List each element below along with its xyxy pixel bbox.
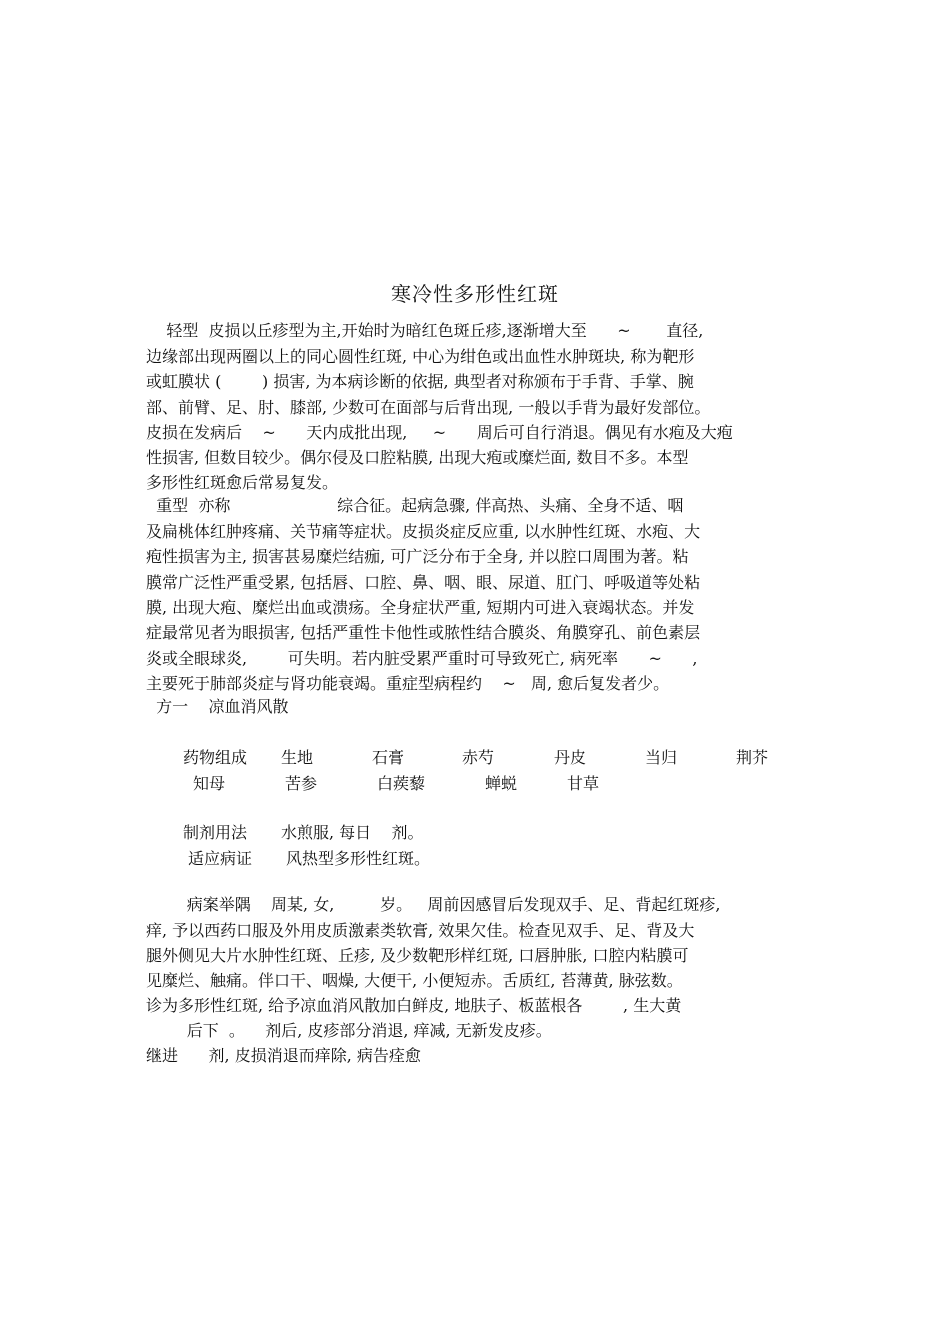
ingredient-item: 白蒺藜	[377, 774, 426, 793]
ingredient-item: 甘草	[567, 774, 600, 793]
ingredient-item: 蝉蜕	[485, 774, 518, 793]
text-line: 多形性红斑愈后常易复发。	[146, 473, 339, 492]
text-line: 痒, 予以西药口服及外用皮质激素类软膏, 效果欠佳。检查见双手、足、背及大	[146, 921, 695, 940]
ingredient-item: 丹皮	[554, 748, 587, 767]
text-line: 重型 亦称 综合征。起病急骤, 伴高热、头痛、全身不适、咽	[146, 496, 684, 515]
ingredients-label: 药物组成	[183, 748, 248, 767]
text-line: 边缘部出现两圈以上的同心圆性红斑, 中心为绀色或出血性水肿斑块, 称为靶形	[146, 347, 695, 366]
text-line: 炎或全眼球炎, 可失明。若内脏受累严重时可导致死亡, 病死率 ~ ,	[146, 649, 698, 668]
ingredient-item: 苦参	[285, 774, 318, 793]
text-line: 诊为多形性红斑, 给予凉血消风散加白鲜皮, 地肤子、板蓝根各 , 生大黄	[146, 996, 682, 1015]
text-line: 症最常见者为眼损害, 包括严重性卡他性或脓性结合膜炎、角膜穿孔、前色素层	[146, 623, 701, 642]
text-line: 后下 。 剂后, 皮疹部分消退, 痒减, 无新发皮疹。	[146, 1021, 552, 1040]
ingredient-item: 赤芍	[462, 748, 495, 767]
ingredient-item: 荆芥	[736, 748, 769, 767]
formula-heading: 方一 凉血消风散	[146, 697, 289, 716]
ingredient-item: 石膏	[372, 748, 405, 767]
text-line: 部、前臂、足、肘、膝部, 少数可在面部与后背出现, 一般以手背为最好发部位。	[146, 398, 711, 417]
text-line: 膜, 出现大疱、糜烂出血或溃疡。全身症状严重, 短期内可进入衰竭状态。并发	[146, 598, 695, 617]
text-line: 疱性损害为主, 损害甚易糜烂结痂, 可广泛分布于全身, 并以腔口周围为著。粘	[146, 547, 689, 566]
usage-text: 水煎服, 每日 剂。	[281, 823, 424, 842]
text-line: 继进 剂, 皮损消退而痒除, 病告痊愈	[146, 1046, 421, 1065]
text-line: 腿外侧见大片水肿性红斑、丘疹, 及少数靶形样红斑, 口唇肿胀, 口腔内粘膜可	[146, 946, 689, 965]
indication-label: 适应病证	[188, 849, 253, 868]
text-line: 皮损在发病后 ~ 天内成批出现, ~ 周后可自行消退。偶见有水疱及大疱	[146, 423, 733, 442]
text-line: 性损害, 但数目较少。偶尔侵及口腔粘膜, 出现大疱或糜烂面, 数目不多。本型	[146, 448, 689, 467]
text-line: 病案举隅 周某, 女, 岁。 周前因感冒后发现双手、足、背起红斑疹,	[146, 895, 721, 914]
text-line: 见糜烂、触痛。伴口干、咽燥, 大便干, 小便短赤。舌质红, 苔薄黄, 脉弦数。	[146, 971, 683, 990]
text-line: 轻型 皮损以丘疹型为主,开始时为暗红色斑丘疹,逐渐增大至 ~ 直径,	[146, 321, 704, 340]
text-line: 主要死于肺部炎症与肾功能衰竭。重症型病程约 ~ 周, 愈后复发者少。	[146, 674, 670, 693]
page-title: 寒冷性多形性红斑	[391, 282, 559, 306]
ingredient-item: 生地	[281, 748, 314, 767]
usage-label: 制剂用法	[183, 823, 248, 842]
text-line: 及扁桃体红肿疼痛、关节痛等症状。皮损炎症反应重, 以水肿性红斑、水疱、大	[146, 522, 701, 541]
text-line: 或虹膜状 ( ) 损害, 为本病诊断的依据, 典型者对称颁布于手背、手掌、腕	[146, 372, 694, 391]
text-line: 膜常广泛性严重受累, 包括唇、口腔、鼻、咽、眼、尿道、肛门、呼吸道等处粘	[146, 573, 701, 592]
indication-text: 风热型多形性红斑。	[286, 849, 431, 868]
ingredient-item: 知母	[193, 774, 226, 793]
ingredient-item: 当归	[645, 748, 678, 767]
